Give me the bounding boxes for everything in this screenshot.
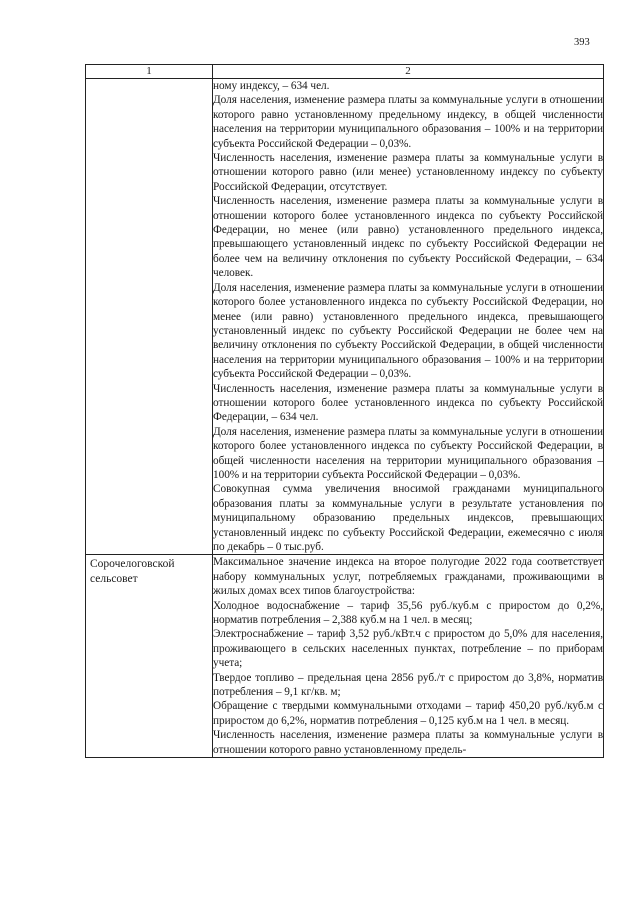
column-header-2: 2 <box>213 65 604 79</box>
data-table <box>85 64 604 758</box>
paragraph: Холодное водоснабжение – тариф 35,56 руб./куб.м с приростом до 0,2%, норматив потребления – 2,388 куб.м на 1 чел. в месяц; <box>213 599 603 627</box>
paragraph: Численность населения, изменение размера платы за коммунальные услуги в отношении которого равно (или менее) установленному индексу по субъекту Российской Федерации, отсутствует. <box>213 152 603 193</box>
municipality-label <box>86 79 212 83</box>
page-number: 393 <box>574 37 590 48</box>
paragraph: Доля населения, изменение размера платы за коммунальные услуги в отношении которого более установленного индекса по субъекту Российской Федерации, но менее (или равно) установленного предельного индекса, превышающего установленный индекс по субъекту Российской Федерации не более чем на величину отклонения по субъекту Российской Федерации, в общей численности населения на территории муниципального образования – 100% и на территории субъекта Российской Федерации – 0,03%. <box>213 281 603 381</box>
paragraph: Доля населения, изменение размера платы за коммунальные услуги в отношении которого равно установленному предельному индексу, в общей численности населения на территории муниципального образования – 100% и на территории субъекта Российской Федерации – 0,03%. <box>213 94 603 150</box>
paragraph: Электроснабжение – тариф 3,52 руб./кВт.ч с приростом до 5,0% для населения, проживающего в сельских населенных пунктах, потребление – по приборам учета; <box>213 628 603 670</box>
municipality-cell <box>86 79 213 555</box>
paragraph: Совокупная сумма увеличения вносимой гражданами муниципального образования платы за коммунальные услуги в результате установления по муниципальному образованию предельных индексов, превышающих установленный индекс по субъекту Российской Федерации, ежемесячно с июля по декабрь – 0 тыс.руб. <box>213 483 603 553</box>
paragraph: Твердое топливо – предельная цена 2856 руб./т с приростом до 3,8%, норматив потребления – 9,1 кг/кв. м; <box>213 671 603 699</box>
description-cell <box>213 555 604 758</box>
description-cell <box>213 79 604 555</box>
column-header-1: 1 <box>86 65 213 79</box>
paragraph: Численность населения, изменение размера платы за коммунальные услуги в отношении которого равно установленному предель- <box>213 729 603 756</box>
table-header-row <box>86 65 604 79</box>
paragraph: Численность населения, изменение размера платы за коммунальные услуги в отношении которого более установленного индекса по субъекту Российской Федерации, – 634 чел. <box>213 382 603 424</box>
paragraph: Численность населения, изменение размера платы за коммунальные услуги в отношении которого более установленного индекса по субъекту Российской Федерации, но менее (или равно) установленного предельного индекса, превышающего установленный индекс по субъекту Российской Федерации не более чем на величину отклонения по субъекту Российской Федерации, – 634 человек. <box>213 195 603 280</box>
table-row <box>86 555 604 758</box>
paragraph: Обращение с твердыми коммунальными отходами – тариф 450,20 руб./куб.м с приростом до 6,2%, норматив потребления – 0,125 куб.м на 1 чел. в месяц. <box>213 700 603 727</box>
paragraph: Максимальное значение индекса на второе полугодие 2022 года соответствует набору коммунальных услуг, потребляемых гражданами, проживающими в жилых домах всех типов благоустройства: <box>213 556 603 598</box>
municipality-cell <box>86 555 213 758</box>
table-row <box>86 79 604 555</box>
paragraph: Доля населения, изменение размера платы за коммунальные услуги в отношении которого более установленного индекса по субъекту Российской Федерации, в общей численности населения на территории муниципального образования – 100% и на территории субъекта Российской Федерации – 0,03%. <box>213 425 603 481</box>
paragraph: ному индексу, – 634 чел. <box>213 80 330 92</box>
municipality-label: Сорочелоговской сельсовет <box>90 558 175 586</box>
